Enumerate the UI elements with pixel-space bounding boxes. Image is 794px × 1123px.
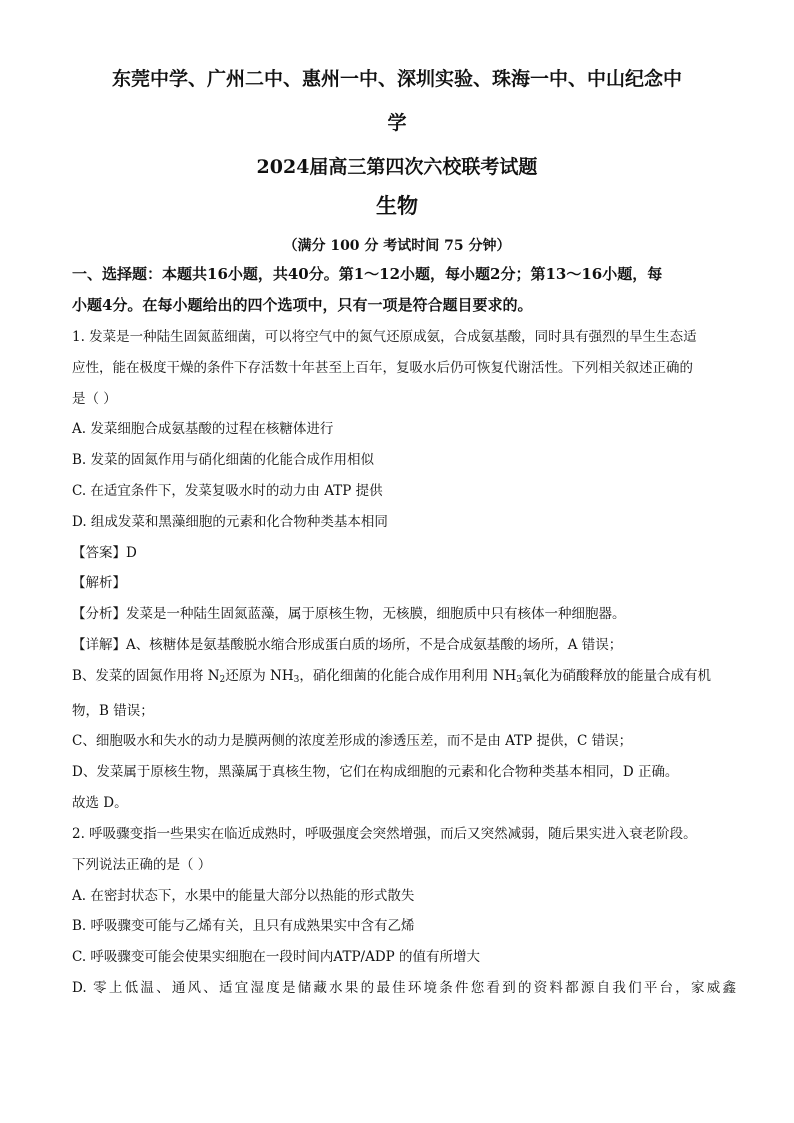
q1-detail-b-sub3: 3 [516, 674, 523, 685]
q1-detail-b-text3: ，硝化细菌的化能合成作用利用 NH [299, 667, 517, 684]
q2-option-b: B. 呼吸骤变可能与乙烯有关，且只有成熟果实中含有乙烯 [72, 918, 415, 935]
q2-stem-line2: 下列说法正确的是（ ） [72, 856, 212, 873]
q1-detail-b-line1 [72, 661, 736, 696]
school-names-line1: 东莞中学、广州二中、惠州一中、深圳实验、珠海一中、中山纪念中 [111, 68, 682, 90]
q2-option-a: A. 在密封状态下，水果中的能量大部分以热能的形式散失 [72, 887, 415, 904]
q1-detail-c: C、细胞吸水和失水的动力是膜两侧的浓度差形成的渗透压差，而不是由 ATP 提供，C 错误； [72, 733, 633, 750]
subject-title: 生物 [376, 193, 418, 218]
q1-option-a: A. 发菜细胞合成氨基酸的过程在核糖体进行 [72, 421, 334, 438]
q1-fenxi: 【分析】发菜是一种陆生固氮蓝藻，属于原核生物，无核膜，细胞质中只有核体一种细胞器。 [72, 606, 626, 623]
q1-option-b: B. 发菜的固氮作用与硝化细菌的化能合成作用相似 [72, 452, 375, 469]
section-heading-line1: 一、选择题：本题共16小题，共40分。第1～12小题，每小题2分；第13～16小题，每 [72, 265, 663, 283]
q1-stem-line2: 应性，能在极度干燥的条件下存活数十年甚至上百年，复吸水后仍可恢复代谢活性。下列相关叙述正确的 [72, 359, 693, 376]
q1-detail-a: 【详解】A、核糖体是氨基酸脱水缩合形成蛋白质的场所，不是合成氨基酸的场所，A 错误； [72, 636, 623, 653]
q1-detail-b-sub1: 2 [219, 674, 226, 685]
q1-analysis-label: 【解析】 [72, 575, 126, 592]
q1-option-c: C. 在适宜条件下，发菜复吸水时的动力由 ATP 提供 [72, 482, 383, 499]
section-heading-line2: 小题4分。在每小题给出的四个选项中，只有一项是符合题目要求的。 [72, 296, 533, 314]
q1-answer: 【答案】D [72, 544, 137, 561]
q1-detail-b-text2: 还原为 NH [225, 667, 294, 684]
question-1 [72, 322, 736, 819]
q1-detail-d: D、发菜属于原核生物，黑藻属于真核生物，它们在构成细胞的元素和化合物种类基本相同，D 正确。 [72, 764, 679, 781]
q2-stem-line1: 2. 呼吸骤变指一些果实在临近成熟时，呼吸强度会突然增强，而后又突然减弱，随后果实进入衰老阶段。 [72, 826, 697, 842]
q1-stem-line1: 1. 发菜是一种陆生固氮蓝细菌，可以将空气中的氮气还原成氨，合成氨基酸，同时具有强烈的旱生生态适 [72, 329, 697, 345]
q1-detail-b-text4: 氧化为硝酸释放的能量合成有机 [522, 667, 712, 684]
q2-option-d: D. 零上低温、通风、适宜湿度是储藏水果的最佳环境条件您看到的资料都源自我们平台，家威鑫 [72, 979, 736, 996]
question-2 [72, 819, 736, 1004]
q1-detail-b-sub2: 3 [293, 674, 300, 685]
school-names-line2: 学 [387, 112, 407, 134]
q1-detail-b-line2: 物，B 错误； [72, 702, 154, 719]
score-time-note: （满分 100 分 考试时间 75 分钟） [283, 238, 511, 254]
section-heading [72, 259, 722, 321]
q1-option-d: D. 组成发菜和黑藻细胞的元素和化合物种类基本相同 [72, 513, 388, 530]
q1-detail-b-text1: B、发菜的固氮作用将 N [72, 667, 220, 684]
exam-title: 2024届高三第四次六校联考试题 [256, 156, 538, 178]
q2-option-c: C. 呼吸骤变可能会使果实细胞在一段时间内ATP/ADP 的值有所增大 [72, 949, 481, 966]
q1-stem-line3: 是（ ） [72, 390, 117, 407]
q1-conclusion: 故选 D。 [72, 794, 128, 811]
